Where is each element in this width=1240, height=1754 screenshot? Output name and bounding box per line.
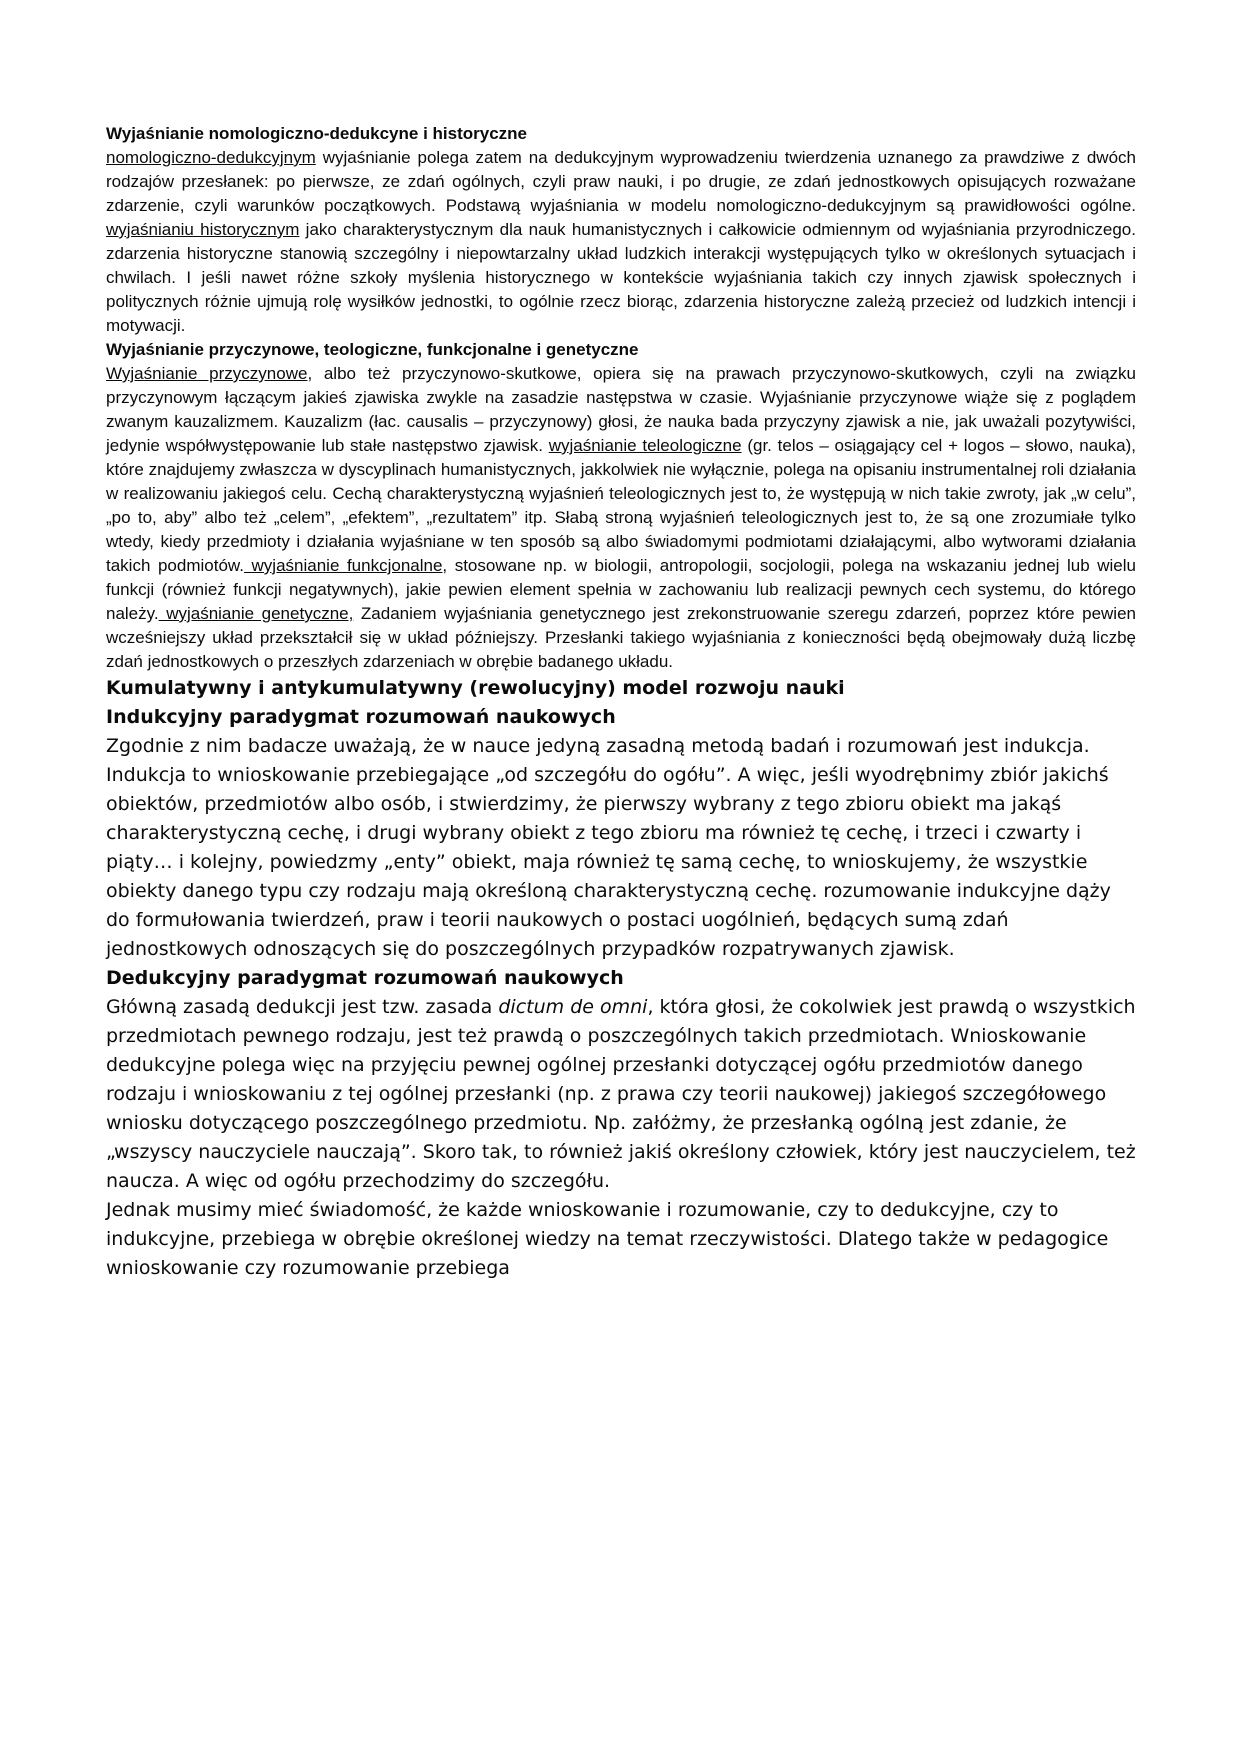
text-run: Wyjaśnianie przyczynowe <box>106 364 308 383</box>
heading <box>106 674 1136 703</box>
text-run: , stosowane np. w biologii, antropologii, socjologii, polega na wskazaniu jednej lub wielu funkcji (również funkcji negatywnych), jakie pewien element spełnia w zachowaniu lub realizacji pewnych cech systemu, do którego należy. <box>106 556 1136 623</box>
text-run: wyjaśnianie polega zatem na dedukcyjnym wyprowadzeniu twierdzenia uznanego za prawdziwe z dwóch rodzajów przesłanek: po pierwsze, ze zdań ogólnych, czyli praw nauki, i po drugie, ze zdań jednostkowych opisujących rozważane zdarzenie, czyli warunków początkowych. Podstawą wyjaśniania w modelu nomologiczno-dedukcyjnym są prawidłowości ogólne. <box>106 148 1136 215</box>
text-run: Dedukcyjny paradygmat rozumowań naukowych <box>106 967 624 989</box>
text-run: Wyjaśnianie przyczynowe, teologiczne, funkcjonalne i genetyczne <box>106 340 639 359</box>
text-run: Kumulatywny i antykumulatywny (rewolucyjny) model rozwoju nauki <box>106 677 845 699</box>
paragraph <box>106 362 1136 674</box>
paragraph <box>106 993 1136 1196</box>
text-run: nomologiczno-dedukcyjnym <box>106 148 316 167</box>
text-run: , która głosi, że cokolwiek jest prawdą o wszystkich przedmiotach pewnego rodzaju, jest też prawdą o poszczególnych takich przedmiotach. Wnioskowanie dedukcyjne polega więc na przyjęciu pewnej ogólnej przesłanki dotyczącej ogółu przedmiotów danego rodzaju i wnioskowaniu z tej ogólnej przesłanki (np. z prawa czy teorii naukowej) jakiegoś szczegółowego wniosku dotyczącego poszczególnego przedmiotu. Np. załóżmy, że przesłanką ogólną jest zdanie, że „wszyscy nauczyciele nauczają”. Skoro tak, to również jakiś określony człowiek, który jest nauczycielem, też naucza. A więc od ogółu przechodzimy do szczegółu. <box>106 996 1136 1192</box>
heading <box>106 703 1136 732</box>
text-run: wyjaśnianiu historycznym <box>106 220 300 239</box>
heading <box>106 122 1136 146</box>
text-run: Wyjaśnianie nomologiczno-dedukcyne i historyczne <box>106 124 527 143</box>
heading <box>106 964 1136 993</box>
text-run: dictum de omni <box>498 996 648 1018</box>
paragraph <box>106 732 1136 964</box>
paragraph <box>106 146 1136 338</box>
text-run: Zgodnie z nim badacze uważają, że w nauce jedyną zasadną metodą badań i rozumowań jest indukcja. Indukcja to wnioskowanie przebiegające „od szczegółu do ogółu”. A więc, jeśli wyodrębnimy zbiór jakichś obiektów, przedmiotów albo osób, i stwierdzimy, że pierwszy wybrany z tego zbioru obiekt ma jakąś charakterystyczną cechę, i drugi wybrany obiekt z tego zbioru ma również tę cechę, i trzeci i czwarty i piąty… i kolejny, powiedzmy „enty” obiekt, maja również tę samą cechę, to wnioskujemy, że wszystkie obiekty danego typu czy rodzaju mają określoną charakterystyczną cechę. rozumowanie indukcyjne dąży do formułowania twierdzeń, praw i teorii naukowych o postaci uogólnień, będących sumą zdań jednostkowych odnoszących się do poszczególnych przypadków rozpatrywanych zjawisk. <box>106 735 1111 960</box>
heading <box>106 338 1136 362</box>
text-run: Indukcyjny paradygmat rozumowań naukowych <box>106 706 616 728</box>
document-body <box>106 122 1136 1283</box>
text-run: , albo też przyczynowo-skutkowe, opiera się na prawach przyczynowo-skutkowych, czyli na związku przyczynowym łączącym jakieś zjawiska zwykle na zasadzie następstwa w czasie. Wyjaśnianie przyczynowe wiąże się z poglądem zwanym kauzalizmem. Kauzalizm (łac. causalis – przyczynowy) głosi, że nauka bada przyczyny zjawisk a nie, jak uważali pozytywiści, jedynie współwystępowanie lub stałe następstwo zjawisk. <box>106 364 1136 455</box>
text-run: Główną zasadą dedukcji jest tzw. zasada <box>106 996 499 1018</box>
text-run: Jednak musimy mieć świadomość, że każde wnioskowanie i rozumowanie, czy to dedukcyjne, czy to indukcyjne, przebiega w obrębie określonej wiedzy na temat rzeczywistości. Dlatego także w pedagogice wnioskowanie czy rozumowanie przebiega <box>106 1199 1109 1279</box>
text-run: wyjaśnianie teleologiczne <box>548 436 742 455</box>
text-run: jako charakterystycznym dla nauk humanistycznych i całkowicie odmiennym od wyjaśniania przyrodniczego. zdarzenia historyczne stanowią szczególny i niepowtarzalny układ ludzkich interakcji występujących tylko w określonych sytuacjach i chwilach. I jeśli nawet różne szkoły myślenia historycznego w kontekście wyjaśniania takich czy innych zjawisk społecznych i politycznych różnie ujmują rolę wysiłków jednostki, to ogólnie rzecz biorąc, zdarzenia historyczne zależą przecież od ludzkich intencji i motywacji. <box>106 220 1136 335</box>
text-run: (gr. telos – osiągający cel + logos – słowo, nauka), które znajdujemy zwłaszcza w dyscyplinach humanistycznych, jakkolwiek nie wyłącznie, polega na opisaniu instrumentalnej roli działania w realizowaniu jakiegoś celu. Cechą charakterystyczną wyjaśnień teleologicznych jest to, że występują w nich takie zwroty, jak „w celu”, „po to, aby” albo też „celem”, „efektem”, „rezultatem” itp. Słabą stroną wyjaśnień teleologicznych jest to, że są one zrozumiałe tylko wtedy, kiedy przedmioty i działania wyjaśniane w ten sposób są albo świadomymi podmiotami działającymi, albo wytworami działania takich podmiotów. <box>106 436 1136 575</box>
text-run: wyjaśnianie funkcjonalne <box>243 556 443 575</box>
paragraph <box>106 1196 1136 1283</box>
text-run: Zadaniem wyjaśniania genetycznego jest zrekonstruowanie szeregu zdarzeń, poprzez które pewien wcześniejszy układ przekształcił się w układ późniejszy. Przesłanki takiego wyjaśniania z konieczności będą obejmowały dużą liczbę zdań jednostkowych o przeszłych zdarzeniach w obrębie badanego układu. <box>106 604 1136 671</box>
text-run: wyjaśnianie genetyczne, <box>158 604 354 623</box>
